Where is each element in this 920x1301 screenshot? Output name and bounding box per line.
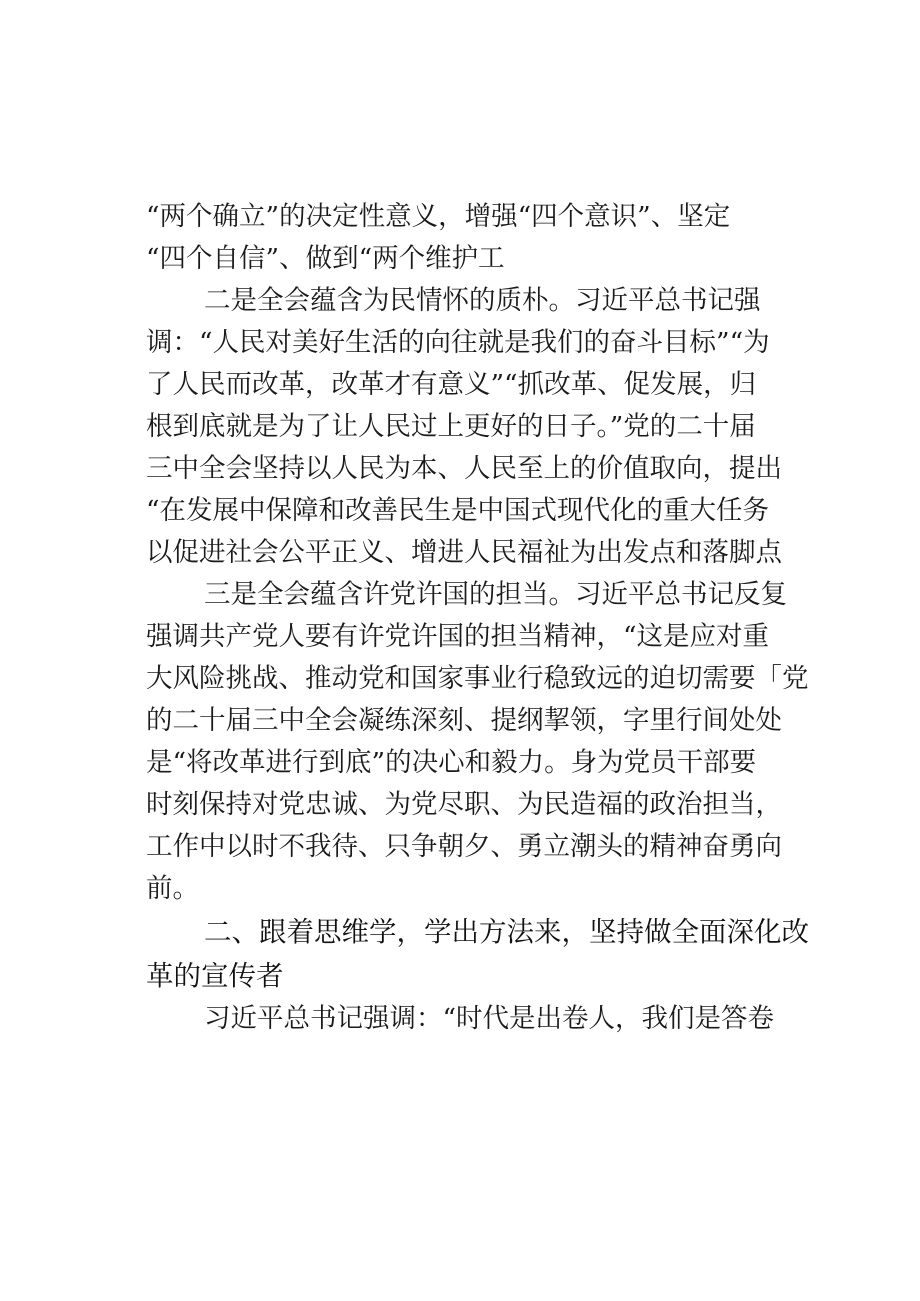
text-line: 大风险挑战、推动党和国家事业行稳致远的迫切需要「党 bbox=[146, 663, 809, 694]
paragraph-responsibility bbox=[146, 574, 809, 910]
document-body bbox=[146, 196, 809, 1040]
text-line: 的二十届三中全会凝练深刻、提纲挈领，字里行间处处 bbox=[146, 705, 782, 736]
text-line: 三是全会蕴含许党许国的担当。习近平总书记反复 bbox=[204, 579, 787, 610]
heading-line: 二、跟着思维学，学出方法来，坚持做全面深化改 bbox=[204, 916, 809, 948]
text-line: “四个自信”、做到“两个维护工 bbox=[146, 243, 505, 274]
heading-line: 革的宣传者 bbox=[146, 960, 284, 992]
text-line: 时刻保持对党忠诚、为党尽职、为民造福的政治担当， bbox=[146, 789, 782, 820]
text-line: 根到底就是为了让人民过上更好的日子。”党的二十届 bbox=[146, 411, 756, 442]
text-line: “两个确立”的决定性意义，增强“四个意识”、坚定 bbox=[146, 201, 731, 232]
text-line: 了人民而改革，改革才有意义”“抓改革、促发展，归 bbox=[146, 369, 757, 400]
text-line: 二是全会蕴含为民情怀的质朴。习近平总书记强 bbox=[204, 285, 761, 316]
text-line: 强调共产党人要有许党许国的担当精神，“这是应对重 bbox=[146, 621, 770, 652]
paragraph-continued bbox=[146, 196, 776, 280]
text-line: 前。 bbox=[146, 873, 199, 904]
paragraph-quote bbox=[146, 998, 776, 1040]
text-line: 是“将改革进行到底”的决心和毅力。身为党员干部要 bbox=[146, 747, 757, 778]
section-heading bbox=[146, 910, 809, 998]
paragraph-people-centered bbox=[146, 280, 782, 574]
text-line: 习近平总书记强调：“时代是出卷人，我们是答卷 bbox=[204, 1003, 775, 1034]
text-line: 三中全会坚持以人民为本、人民至上的价值取向，提出 bbox=[146, 453, 782, 484]
text-line: 工作中以时不我待、只争朝夕、勇立潮头的精神奋勇向 bbox=[146, 831, 782, 862]
text-line: “在发展中保障和改善民生是中国式现代化的重大任务 bbox=[146, 495, 770, 526]
text-line: 以促进社会公平正义、增进人民福祉为出发点和落脚点 bbox=[146, 537, 782, 568]
text-line: 调：“人民对美好生活的向往就是我们的奋斗目标”“为 bbox=[146, 327, 770, 358]
